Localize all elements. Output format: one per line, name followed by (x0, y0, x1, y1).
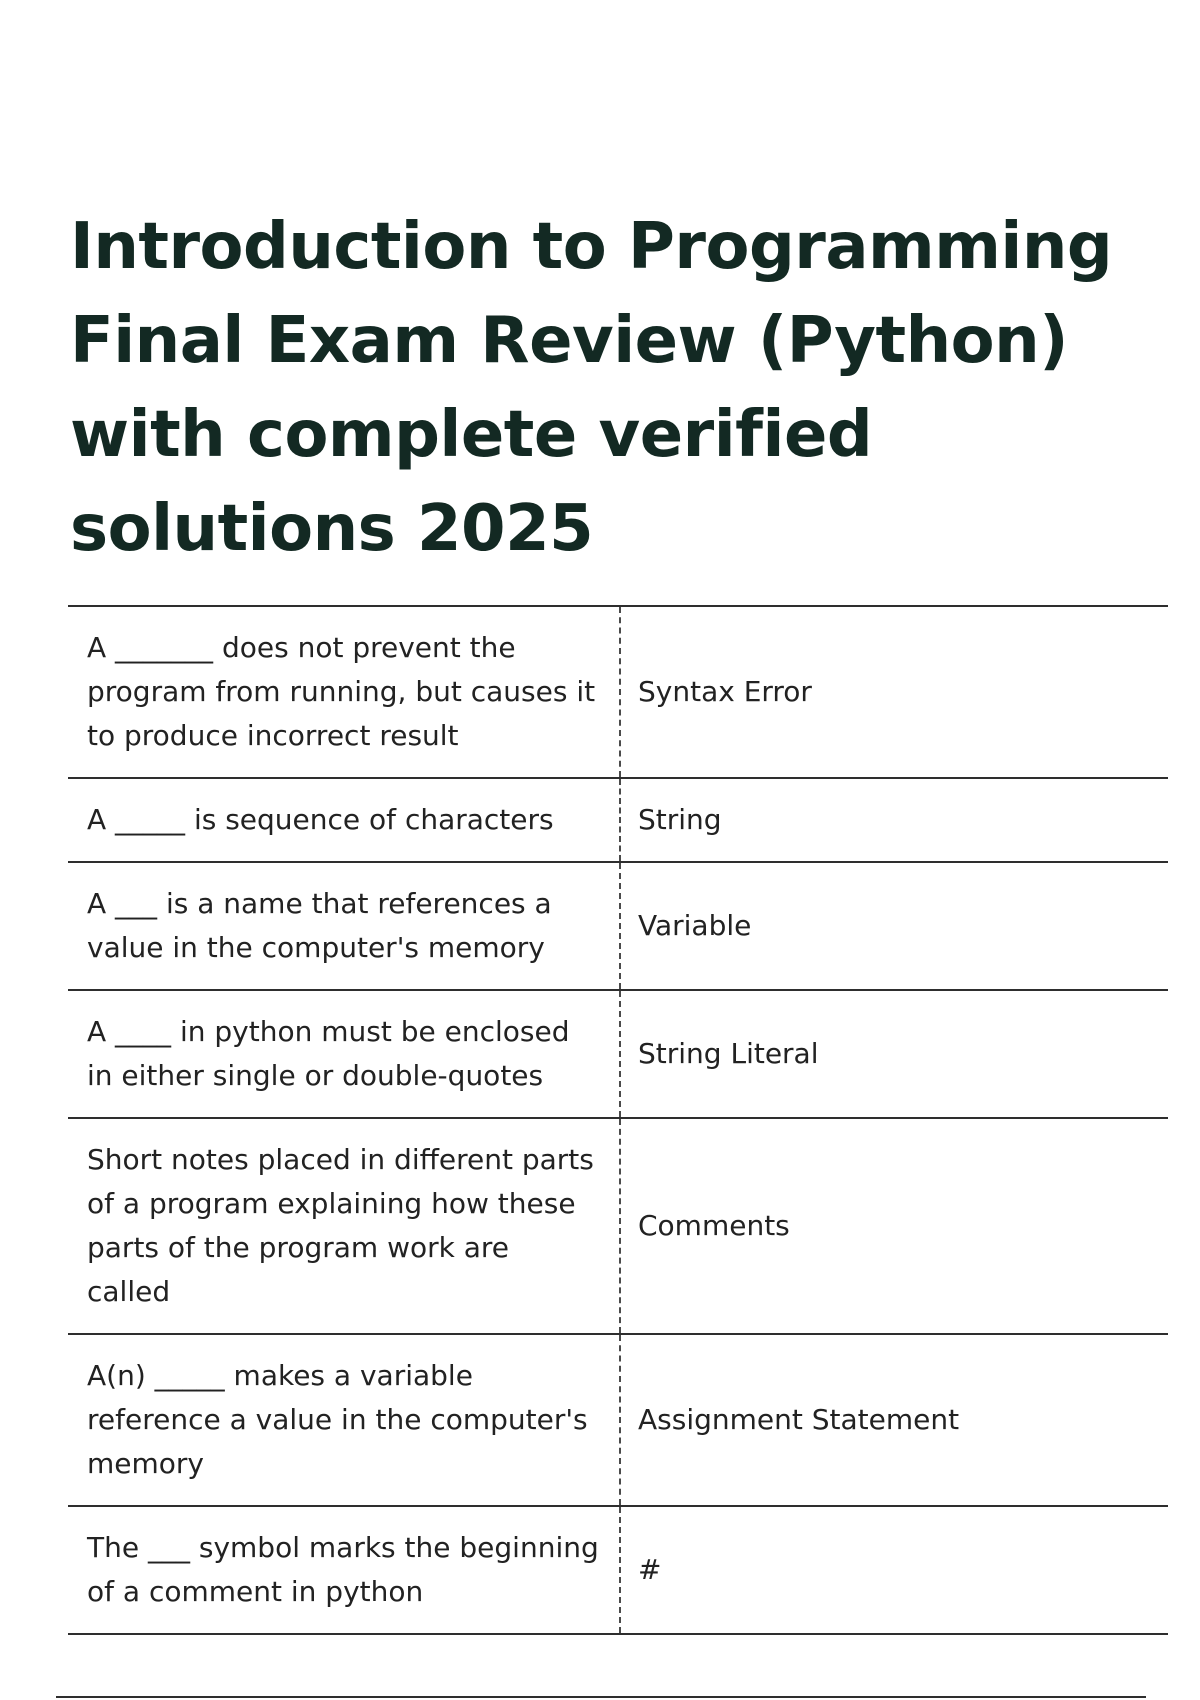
answer-cell: Syntax Error (620, 606, 1168, 778)
question-cell: The ___ symbol marks the beginning of a comment in python (68, 1506, 620, 1634)
answer-cell: Comments (620, 1118, 1168, 1334)
question-cell: A _____ is sequence of characters (68, 778, 620, 862)
table-row (68, 1506, 1168, 1634)
footer-divider (56, 1696, 1146, 1698)
answer-cell: String (620, 778, 1168, 862)
table-row (68, 862, 1168, 990)
answer-cell: String Literal (620, 990, 1168, 1118)
table-row (68, 990, 1168, 1118)
table-row (68, 1118, 1168, 1334)
table-row (68, 778, 1168, 862)
question-cell: A(n) _____ makes a variable reference a value in the computer's memory (68, 1334, 620, 1506)
answer-cell: # (620, 1506, 1168, 1634)
document-title: Introduction to Programming Final Exam Review (Python) with complete verified solutions 2025 (70, 210, 1113, 566)
question-cell: A ___ is a name that references a value in the computer's memory (68, 862, 620, 990)
question-cell: A ____ in python must be enclosed in either single or double-quotes (68, 990, 620, 1118)
table-row (68, 606, 1168, 778)
flashcard-table (68, 605, 1168, 1635)
question-cell: Short notes placed in different parts of a program explaining how these parts of the program work are called (68, 1118, 620, 1334)
answer-cell: Assignment Statement (620, 1334, 1168, 1506)
table-row (68, 1334, 1168, 1506)
answer-cell: Variable (620, 862, 1168, 990)
question-cell: A _______ does not prevent the program from running, but causes it to produce incorrect result (68, 606, 620, 778)
